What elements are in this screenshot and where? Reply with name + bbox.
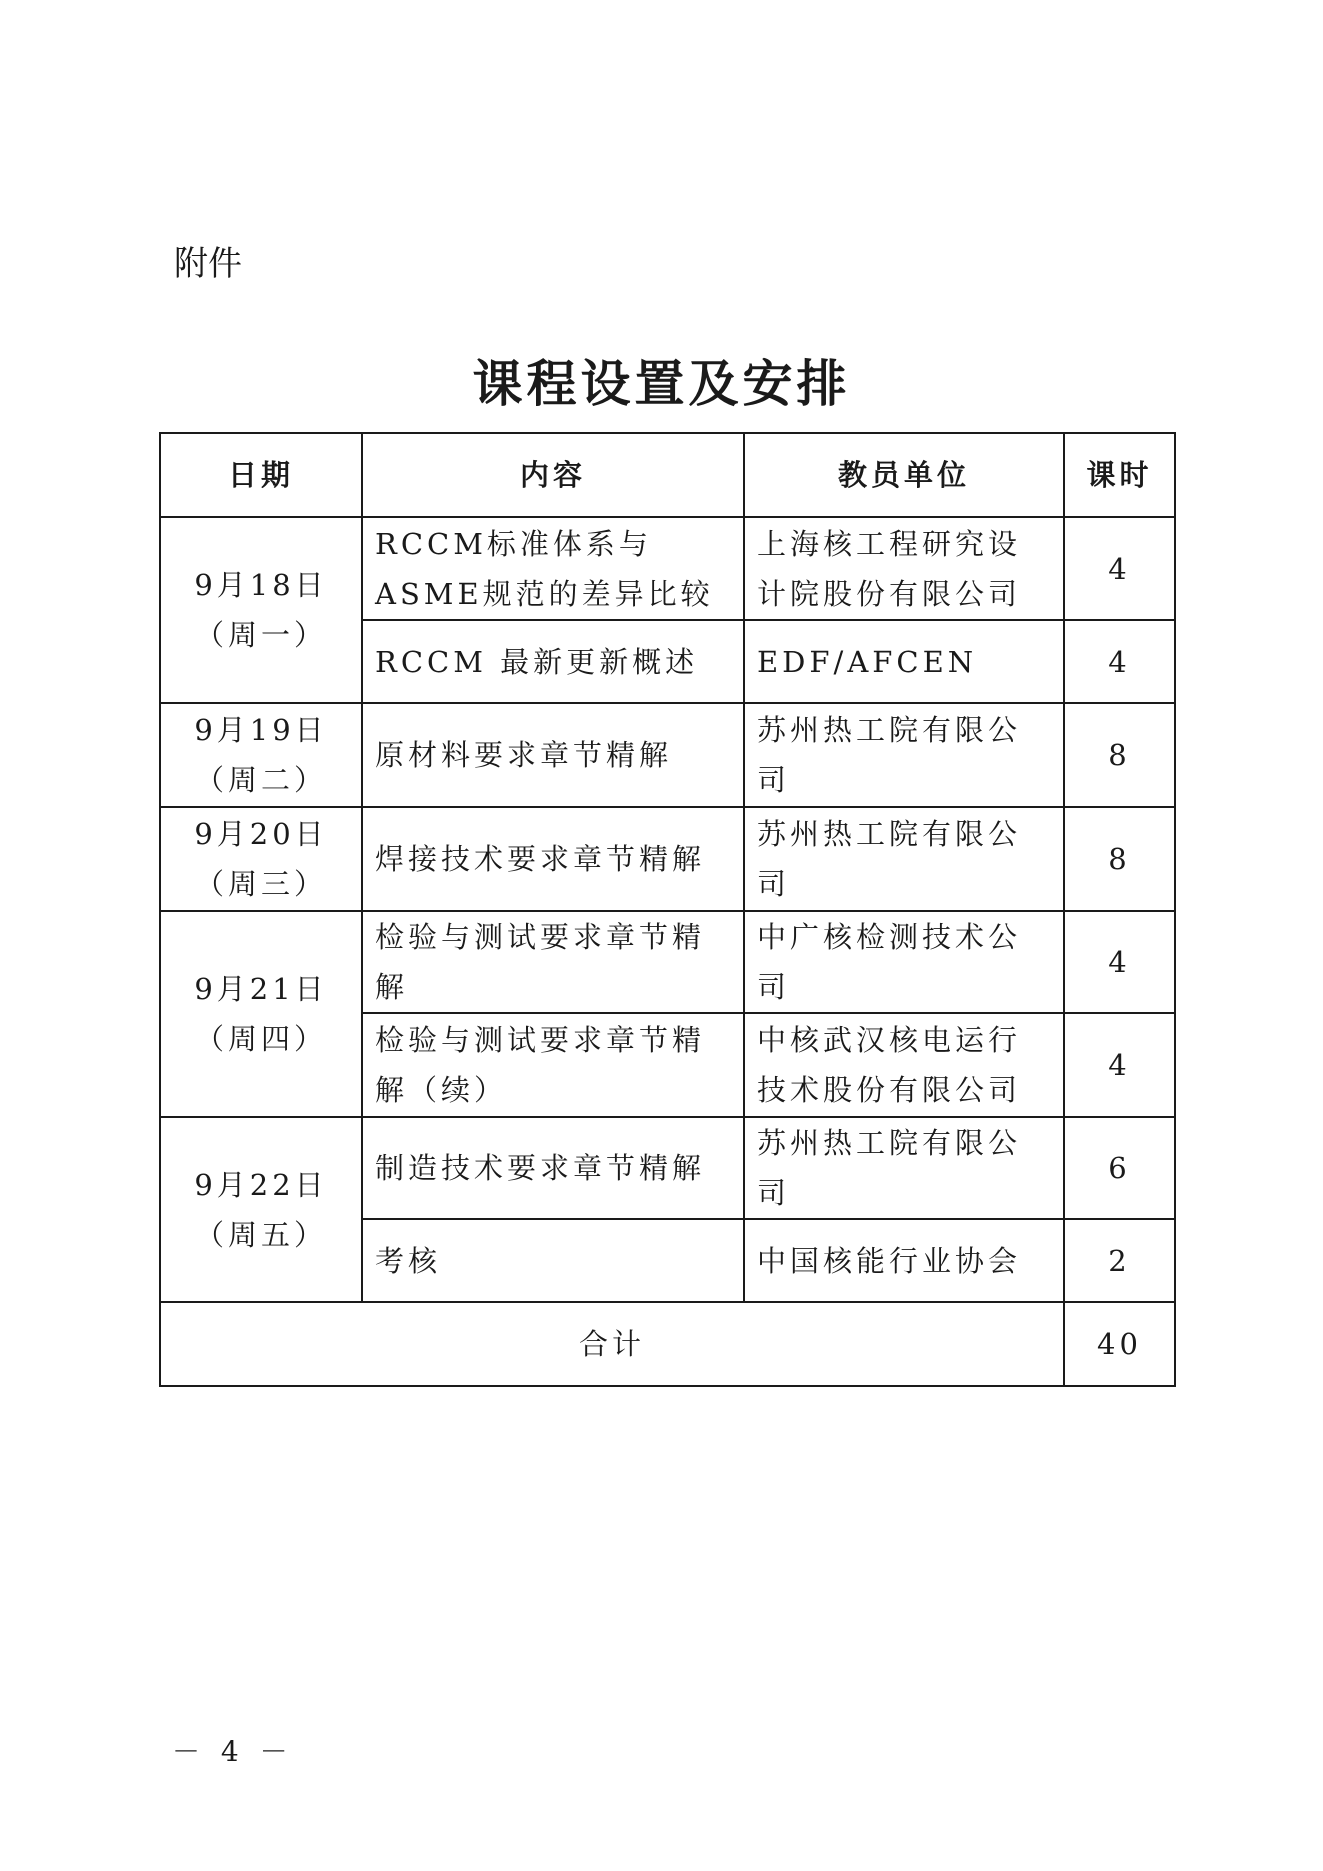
content-cell: 制造技术要求章节精解 [362, 1117, 744, 1219]
unit-cell: 中国核能行业协会 [744, 1219, 1064, 1302]
weekday-text: （周四） [194, 1022, 327, 1056]
content-cell: RCCM 最新更新概述 [362, 620, 744, 703]
date-text: 9月19日 [194, 713, 328, 747]
date-text: 9月22日 [194, 1167, 328, 1202]
date-cell [160, 911, 362, 1117]
content-cell: 检验与测试要求章节精解 [362, 911, 744, 1013]
content-cell: 焊接技术要求章节精解 [362, 807, 744, 911]
header-content: 内容 [362, 433, 744, 517]
content-cell: 检验与测试要求章节精解（续） [362, 1013, 744, 1117]
date-cell [160, 517, 362, 703]
date-cell [160, 703, 362, 807]
date-text: 9月20日 [194, 817, 328, 851]
unit-cell: 苏州热工院有限公司 [744, 703, 1064, 807]
weekday-text: （周五） [194, 1217, 327, 1252]
table-row [160, 517, 1175, 620]
date-text: 9月21日 [194, 972, 328, 1006]
unit-cell: 中核武汉核电运行技术股份有限公司 [744, 1013, 1064, 1117]
content-cell: RCCM标准体系与ASME规范的差异比较 [362, 517, 744, 620]
unit-cell: 苏州热工院有限公司 [744, 807, 1064, 911]
header-date: 日期 [160, 433, 362, 517]
header-hours: 课时 [1064, 433, 1175, 517]
weekday-text: （周三） [194, 867, 327, 901]
table-header-row [160, 433, 1175, 517]
date-cell [160, 1117, 362, 1302]
total-label: 合计 [160, 1302, 1064, 1386]
unit-cell: 中广核检测技术公司 [744, 911, 1064, 1013]
header-unit: 教员单位 [744, 433, 1064, 517]
hours-cell: 2 [1064, 1219, 1175, 1302]
table-row [160, 1117, 1175, 1219]
date-text: 9月18日 [194, 568, 328, 602]
date-cell [160, 807, 362, 911]
hours-cell: 4 [1064, 620, 1175, 703]
hours-cell: 6 [1064, 1117, 1175, 1219]
hours-cell: 8 [1064, 703, 1175, 807]
page-title: 课程设置及安排 [472, 354, 851, 413]
schedule-table [159, 432, 1176, 1387]
unit-cell: EDF/AFCEN [744, 620, 1064, 703]
hours-cell: 4 [1064, 517, 1175, 620]
content-cell: 考核 [362, 1219, 744, 1302]
table-row [160, 807, 1175, 911]
hours-cell: 4 [1064, 911, 1175, 1013]
attachment-label: 附件 [174, 244, 242, 284]
unit-cell: 上海核工程研究设计院股份有限公司 [744, 517, 1064, 620]
content-cell: 原材料要求章节精解 [362, 703, 744, 807]
hours-cell: 8 [1064, 807, 1175, 911]
total-row [160, 1302, 1175, 1386]
hours-cell: 4 [1064, 1013, 1175, 1117]
table-row [160, 703, 1175, 807]
unit-cell: 苏州热工院有限公司 [744, 1117, 1064, 1219]
page-number: － 4 － [172, 1735, 294, 1768]
weekday-text: （周二） [194, 763, 327, 797]
total-hours: 40 [1064, 1302, 1175, 1386]
weekday-text: （周一） [194, 618, 327, 652]
table-row [160, 911, 1175, 1013]
